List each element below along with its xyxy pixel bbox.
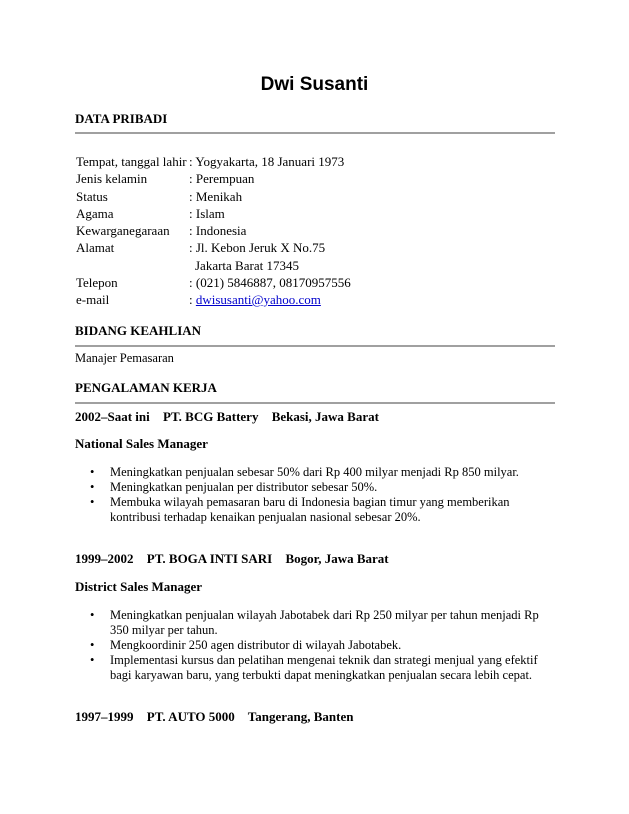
bullet-icon: • [90, 465, 95, 479]
job-header [75, 709, 364, 725]
job-location: Bekasi, Jawa Barat [271, 409, 379, 424]
job-bullet-list [90, 608, 550, 683]
field-value: : Indonesia [189, 223, 247, 238]
list-item [90, 653, 550, 683]
bullet-icon: • [90, 495, 95, 509]
job-location: Bogor, Jawa Barat [285, 551, 389, 566]
field-label: Alamat [76, 240, 115, 255]
field-value: : Yogyakarta, 18 Januari 1973 [189, 154, 345, 169]
list-item [90, 638, 550, 653]
field-value: : (021) 5846887, 08170957556 [189, 275, 351, 290]
section-divider [75, 345, 555, 347]
list-item [90, 465, 550, 480]
bullet-text: Meningkatkan penjualan wilayah Jabotabek dari Rp 250 milyar per tahun menjadi Rp 350 milyar per tahun. [110, 608, 539, 637]
bullet-icon: • [90, 653, 95, 667]
job-location: Tangerang, Banten [247, 709, 354, 724]
list-item [90, 608, 550, 638]
field-label: Jenis kelamin [76, 171, 148, 186]
expertise-text: Manajer Pemasaran [75, 351, 174, 365]
section-divider [75, 132, 555, 134]
field-label: Telepon [76, 275, 118, 290]
field-value: : Jl. Kebon Jeruk X No.75 [189, 240, 326, 255]
bullet-text: Mengkoordinir 250 agen distributor di wilayah Jabotabek. [110, 638, 402, 652]
email-link[interactable]: dwisusanti@yahoo.com [195, 292, 321, 307]
job-company: PT. AUTO 5000 [146, 709, 235, 724]
field-value: : Menikah [189, 189, 243, 204]
job-company: PT. BOGA INTI SARI [146, 551, 273, 566]
list-item [90, 480, 550, 495]
field-value: Jakarta Barat 17345 [195, 258, 299, 273]
section-divider [75, 402, 555, 404]
section-title-experience: PENGALAMAN KERJA [75, 380, 217, 395]
field-label: Agama [76, 206, 114, 221]
bullet-icon: • [90, 638, 95, 652]
bullet-icon: • [90, 480, 95, 494]
job-company: PT. BCG Battery [163, 409, 259, 424]
bullet-icon: • [90, 608, 95, 622]
field-label: Status [76, 189, 108, 204]
field-value: : Islam [189, 206, 225, 221]
job-title: District Sales Manager [75, 579, 203, 594]
job-header [75, 551, 399, 567]
page-title: Dwi Susanti [260, 74, 369, 95]
job-period: 1999–2002 [75, 551, 134, 566]
bullet-text: Meningkatkan penjualan per distributor sebesar 50%. [110, 480, 378, 494]
email-prefix: : [189, 292, 196, 307]
list-item [90, 495, 550, 525]
job-title: National Sales Manager [75, 436, 208, 451]
job-period: 2002–Saat ini [75, 409, 150, 424]
field-label: Tempat, tanggal lahir [76, 154, 187, 169]
bullet-text: Implementasi kursus dan pelatihan mengenai teknik dan strategi menjual yang efektif bagi karyawan baru, yang terbukti dapat meningkatkan penjualan secara lebih cepat. [110, 653, 538, 682]
bullet-text: Membuka wilayah pemasaran baru di Indonesia bagian timur yang memberikan kontribusi terhadap kenaikan penjualan nasional sebesar 20%. [110, 495, 510, 524]
field-value [189, 292, 321, 308]
section-title-expertise: BIDANG KEAHLIAN [75, 323, 202, 338]
job-header [75, 409, 389, 425]
bullet-text: Meningkatkan penjualan sebesar 50% dari Rp 400 milyar menjadi Rp 850 milyar. [110, 465, 519, 479]
job-period: 1997–1999 [75, 709, 134, 724]
field-label: e-mail [76, 292, 110, 307]
field-value: : Perempuan [189, 171, 255, 186]
field-label: Kewarganegaraan [76, 223, 170, 238]
job-bullet-list [90, 465, 550, 525]
section-title-personal: DATA PRIBADI [75, 111, 168, 126]
